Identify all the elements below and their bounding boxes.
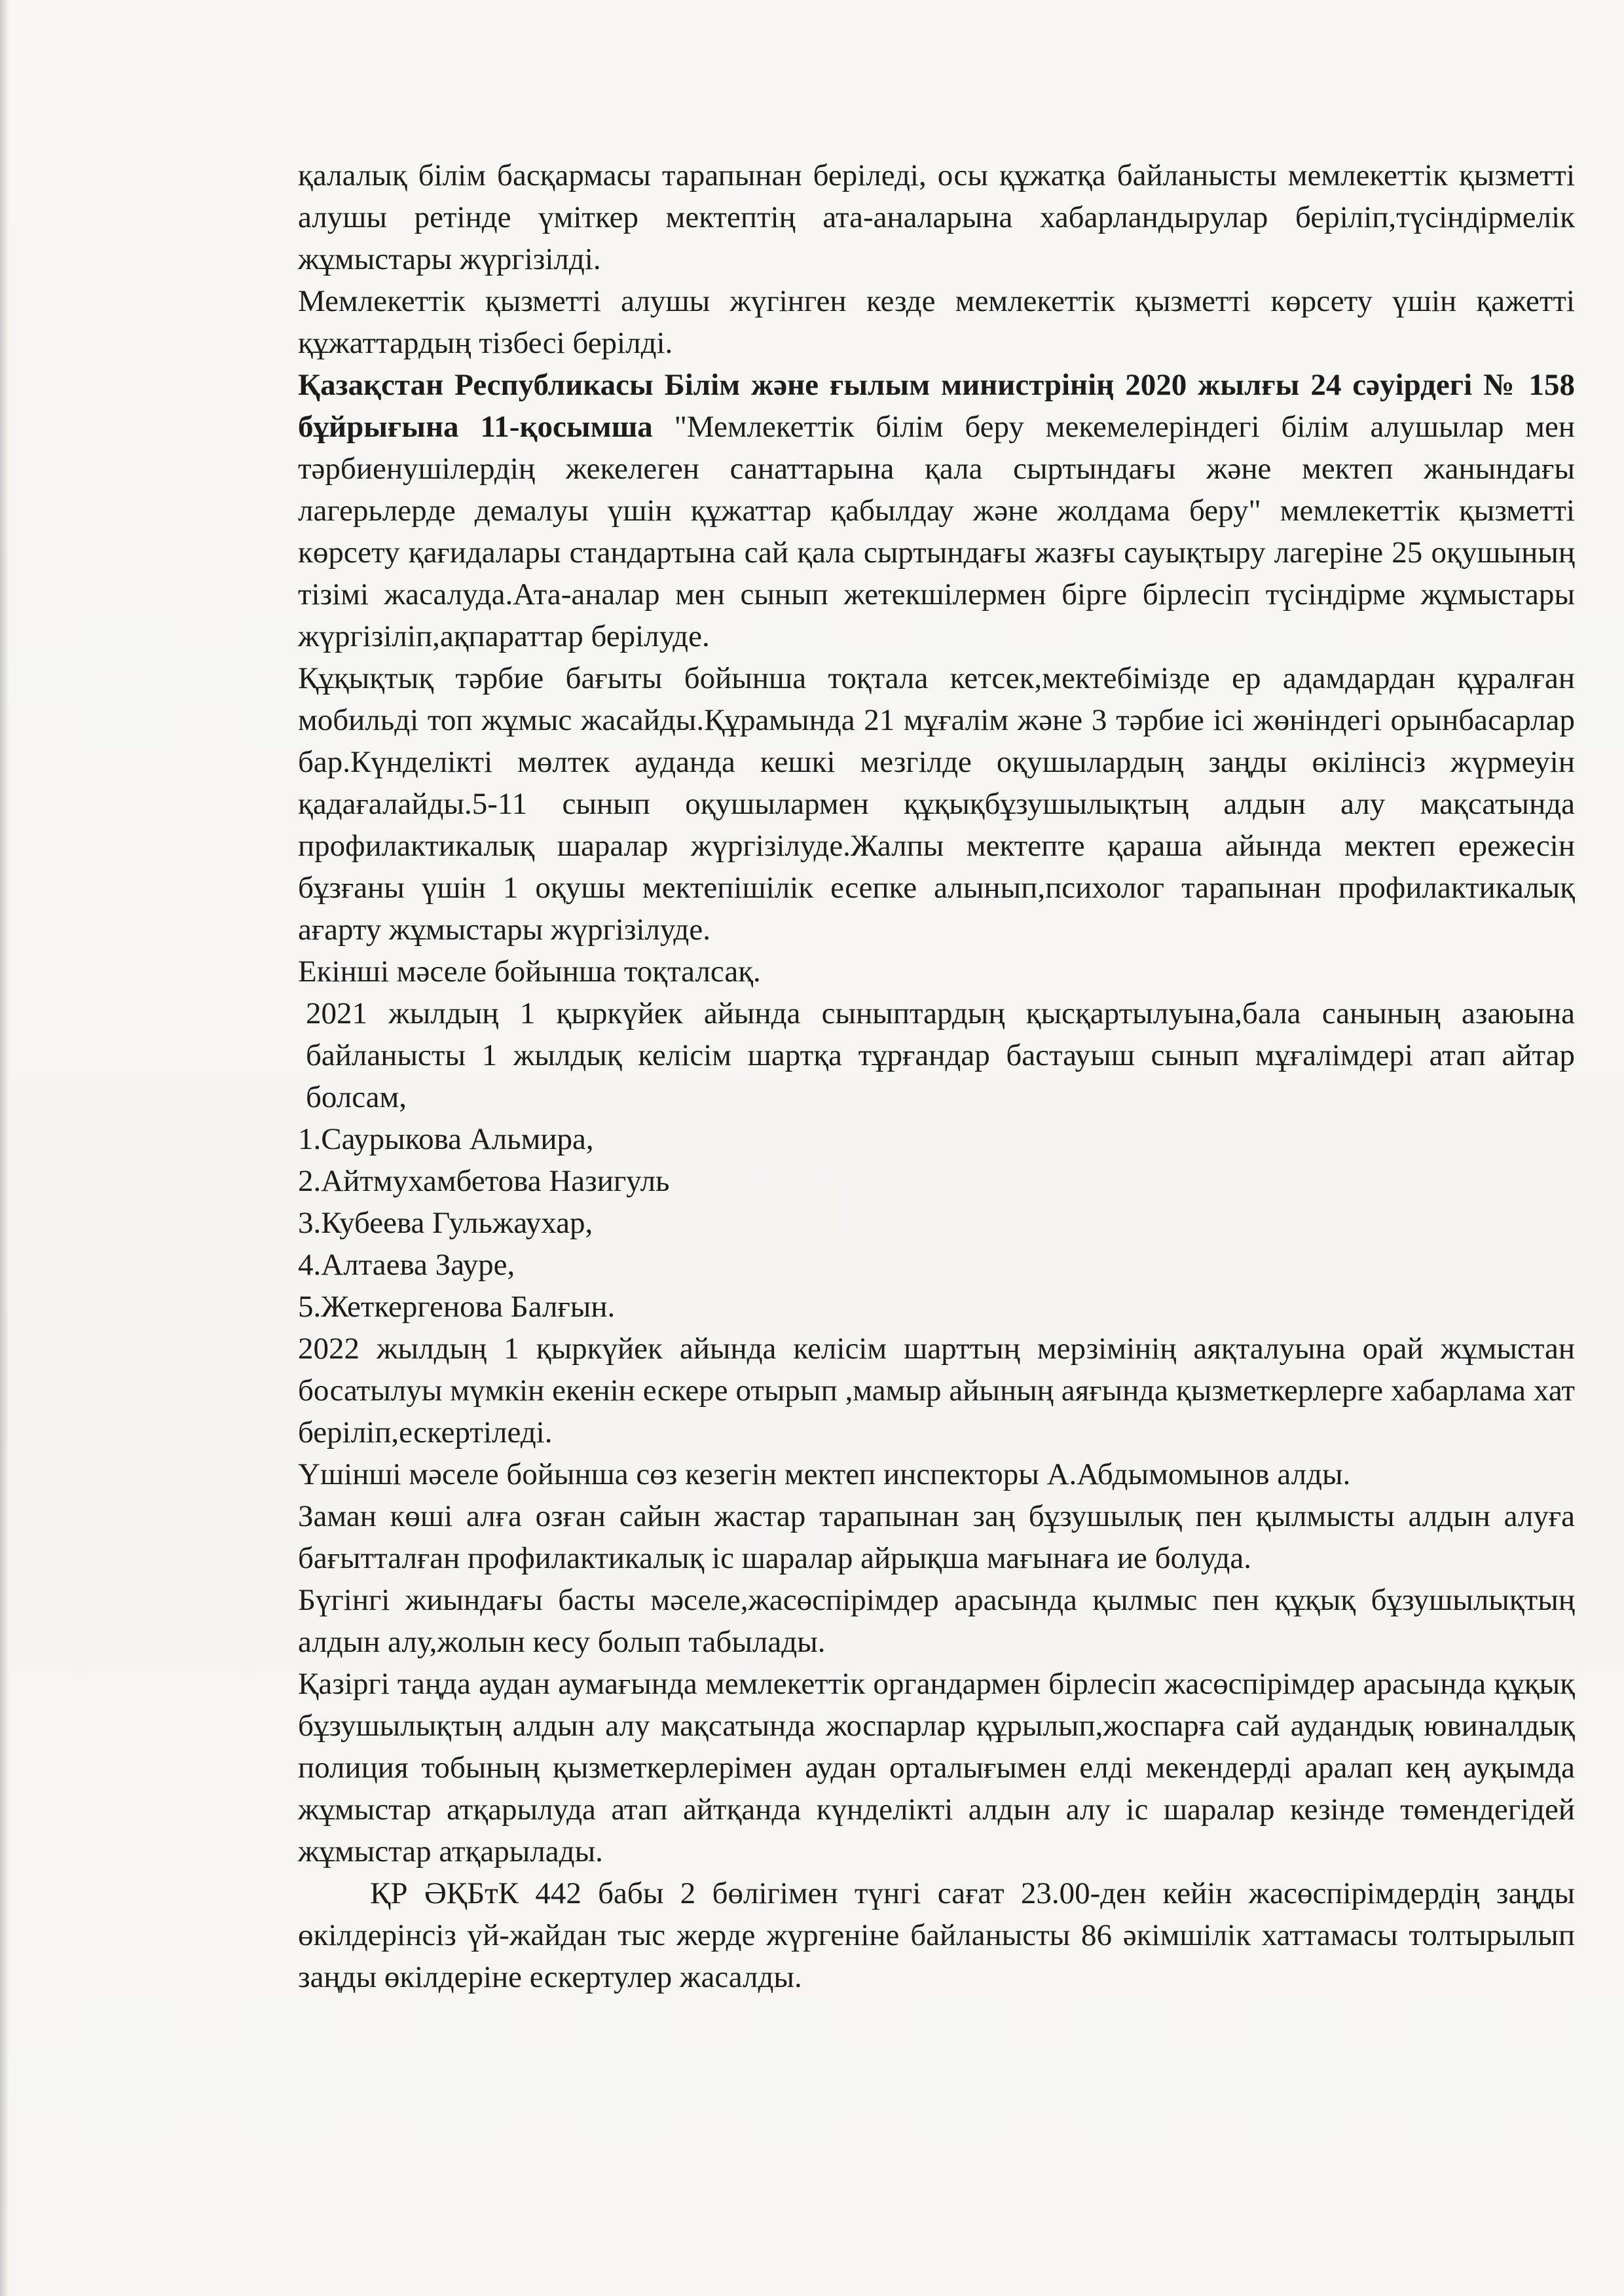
- paragraph-3: [298, 364, 1575, 657]
- paragraph-2: Мемлекеттік қызметті алушы жүгінген кезде мемлекеттік қызметті көрсету үшін қажетті құжаттардың тізбесі берілді.: [298, 284, 1575, 360]
- teacher-list-item: 4.Алтаева Зауре,: [298, 1248, 515, 1282]
- teacher-list-item: 1.Саурыкова Альмира,: [298, 1122, 594, 1156]
- paragraph-4: Құқықтық тәрбие бағыты бойынша тоқтала кетсек,мектебімізде ер адамдардан құралған мобильді топ жұмыс жасайды.Құрамында 21 мұғалім және 3 тәрбие ісі жөніндегі орынбасарлар бар.Күнделікті мөлтек ауданда кешкі мезгілде оқушылардың заңды өкілінсіз жүрмеуін қадағалайды.5-11 сынып оқушылармен құқықбұзушылықтың алдын алу мақсатында профилактикалық шаралар жүргізілуде.Жалпы мектепте қараша айында мектеп ережесін бұзғаны үшін 1 оқушы мектепішілік есепке алынып,психолог тарапынан профилактикалық ағарту жұмыстары жүргізілуде.: [298, 661, 1575, 947]
- paragraph-7: 2022 жылдың 1 қыркүйек айында келісім шарттың мерзімінің аяқталуына орай жұмыстан босатылуы мүмкін екенін ескере отырып ,мамыр айының аяғында қызметкерлерге хабарлама хат беріліп,ескертіледі.: [298, 1332, 1575, 1449]
- paragraph-12: ҚР ӘҚБтК 442 бабы 2 бөлігімен түнгі сағат 23.00-ден кейін жасөспірімдердің заңды өкілдерінсіз үй-жайдан тыс жерде жүргеніне байланысты 86 әкімшілік хаттамасы толтырылып заңды өкілдеріне ескертулер жасалды.: [298, 1876, 1575, 1994]
- decree-reference: Қазақстан Республикасы Білім және ғылым министрінің 2020 жылғы 24 сәуірдегі № 158 бұйрығына 11-қосымша: [298, 368, 1575, 444]
- paragraph-5: Екінші мәселе бойынша тоқталсақ.: [298, 955, 761, 989]
- teacher-list-item: 5.Жеткергенова Балғын.: [298, 1290, 616, 1324]
- paragraph-11: Қазіргі таңда аудан аумағында мемлекеттік органдармен бірлесіп жасөспірімдер арасында құқық бұзушылықтың алдын алу мақсатында жоспарлар құрылып,жоспарға сай аудандық ювиналдық полиция тобының қызметкерлерімен аудан орталығымен елді мекендерді аралап кең ауқымда жұмыстар атқарылуда атап айтқанда күнделікті алдын алу іс шаралар кезінде төмендегідей жұмыстар атқарылады.: [298, 1667, 1575, 1868]
- paragraph-6: 2021 жылдың 1 қыркүйек айында сыныптардың қысқартылуына,бала санының азаюына байланысты 1 жылдық келісім шартқа тұрғандар бастауыш сынып мұғалімдері атап айтар болсам,: [306, 996, 1575, 1114]
- paragraph-9: Заман көші алға озған сайын жастар тарапынан заң бұзушылық пен қылмысты алдын алуға бағытталған профилактикалық іс шаралар айрықша мағынаға ие болуда.: [298, 1499, 1575, 1575]
- teacher-list-item: 2.Айтмухамбетова Назигуль: [298, 1164, 670, 1198]
- teacher-list-item: 3.Кубеева Гульжаухар,: [298, 1206, 593, 1240]
- document-body: [298, 155, 1575, 1998]
- paragraph-3-text: "Мемлекеттік білім беру мекемелеріндегі білім алушылар мен тәрбиенушілердің жекелеген санаттарына қала сыртындағы және мектеп жанындағы лагерьлерде демалуы үшін құжаттар қабылдау және жолдама беру" мемлекеттік қызметті көрсету қағидалары стандартына сай қала сыртындағы жазғы сауықтыру лагеріне 25 оқушының тізімі жасалуда.Ата-аналар мен сынып жетекшілермен бірге бірлесіп түсіндірме жұмыстары жүргізіліп,ақпараттар берілуде.: [298, 410, 1575, 653]
- paragraph-10: Бүгінгі жиындағы басты мәселе,жасөспірімдер арасында қылмыс пен құқық бұзушылықтың алдын алу,жолын кесу болып табылады.: [298, 1583, 1575, 1659]
- paragraph-8: Үшінші мәселе бойынша сөз кезегін мектеп инспекторы А.Абдымомынов алды.: [298, 1457, 1351, 1491]
- paragraph-1: қалалық білім басқармасы тарапынан беріледі, осы құжатқа байланысты мемлекеттік қызметті алушы ретінде үміткер мектептің ата-аналарына хабарландырулар беріліп,түсіндірмелік жұмыстары жүргізілді.: [298, 158, 1575, 276]
- page-edge-shadow: [0, 0, 9, 2296]
